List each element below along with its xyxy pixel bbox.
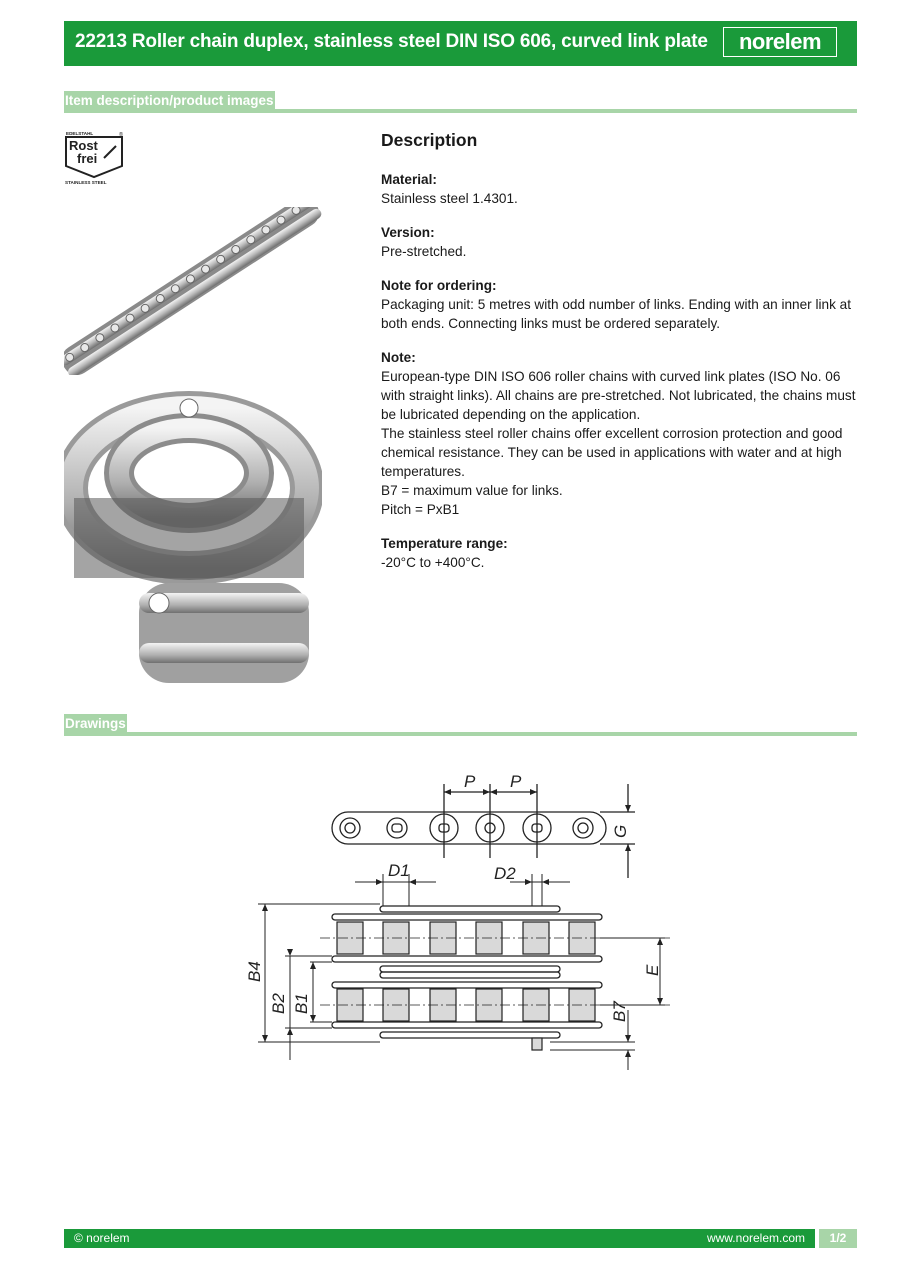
badge-top-text: EDELSTAHL: [66, 131, 94, 136]
page-footer: [64, 1229, 857, 1248]
page-title: 22213 Roller chain duplex, stainless steel DIN ISO 606, curved link plate: [75, 31, 708, 52]
badge-registered: ®: [119, 132, 124, 138]
version-block: [381, 223, 861, 261]
dim-label-b1: B1: [292, 993, 311, 1014]
dim-label-g: G: [611, 824, 630, 838]
block-label: Note:: [381, 350, 416, 365]
dim-label-d1: D1: [388, 861, 410, 880]
section-title: Item description/product images: [64, 91, 275, 111]
chain-technical-drawing: [240, 770, 670, 1080]
chain-straight-image: [64, 207, 322, 375]
description-heading: Description: [381, 130, 478, 150]
badge-line2: frei: [77, 151, 98, 166]
dim-label-d2: D2: [494, 864, 516, 883]
block-label: Material:: [381, 172, 437, 187]
block-text: Stainless steel 1.4301.: [381, 191, 518, 206]
footer-website-link[interactable]: www.norelem.com: [706, 1231, 805, 1245]
block-label: Version:: [381, 225, 435, 240]
norelem-logo: [723, 27, 837, 57]
block-label: Note for ordering:: [381, 278, 497, 293]
dim-label-b7: B7: [610, 1001, 629, 1022]
rost-frei-badge: [64, 130, 128, 186]
description-panel: [381, 129, 861, 587]
dim-label-p2: P: [510, 772, 522, 791]
temperature-block: [381, 534, 861, 572]
page-header: [64, 21, 857, 66]
note-block: [381, 348, 861, 519]
dim-label-b4: B4: [245, 961, 264, 982]
ordering-block: [381, 276, 861, 333]
badge-line1: Rost: [69, 138, 98, 153]
block-label: Temperature range:: [381, 536, 508, 551]
footer-copyright: © norelem: [74, 1231, 130, 1245]
block-text: European-type DIN ISO 606 roller chains with curved link plates (ISO No. 06 with straight links). All chains are pre-stretched. Not lubricated, the chains must be lubricated depending on the application. The stainless steel roller chains offer excellent corrosion protection and good chemical resistance. They can be used in applications with water and at high temperatures. B7 = maximum value for links. Pitch = PxB1: [381, 369, 856, 517]
chain-coil-image: [64, 378, 322, 690]
block-text: -20°C to +400°C.: [381, 555, 485, 570]
section-item-description: [64, 91, 857, 113]
badge-bottom-text: STAINLESS STEEL: [65, 180, 107, 185]
section-divider: [64, 732, 857, 736]
block-text: Pre-stretched.: [381, 244, 467, 259]
logo-text: norelem: [738, 29, 822, 54]
material-block: [381, 170, 861, 208]
dim-label-b2: B2: [269, 993, 288, 1014]
block-text: Packaging unit: 5 metres with odd number of links. Ending with an inner link at both ends. Connecting links must be ordered separately.: [381, 297, 855, 331]
dim-label-e: E: [643, 964, 662, 976]
page-number: 1/2: [819, 1229, 857, 1248]
dim-label-p1: P: [464, 772, 476, 791]
section-drawings: [64, 714, 857, 736]
section-title: Drawings: [64, 714, 127, 734]
